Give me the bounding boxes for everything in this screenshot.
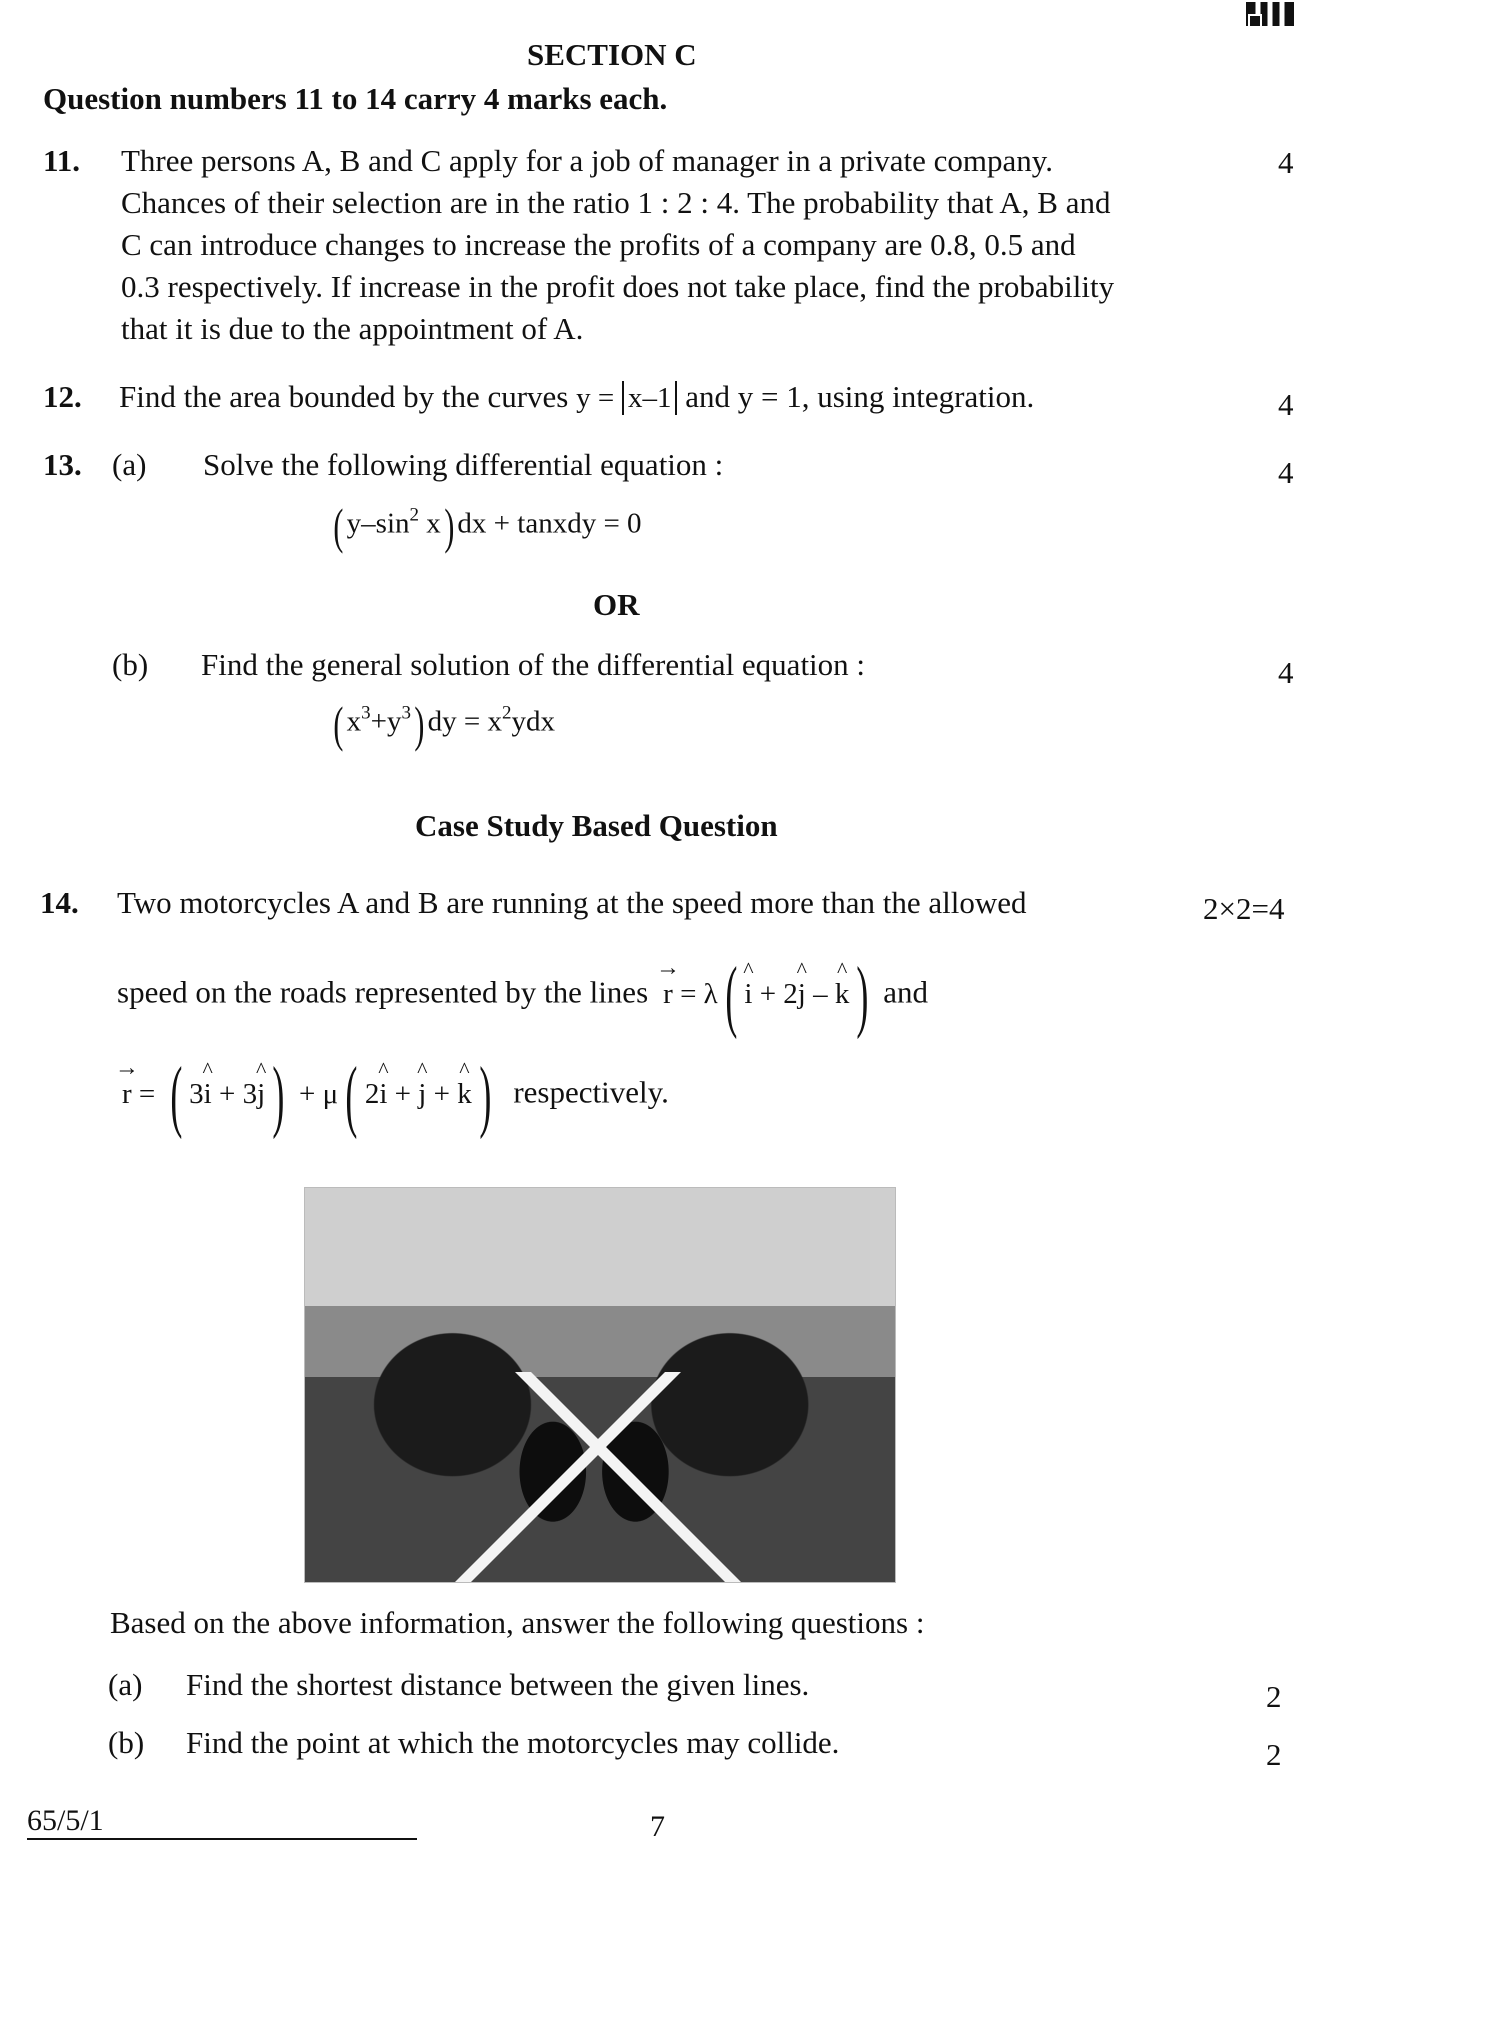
subpart-text: Find the point at which the motorcycles may collide. xyxy=(186,1725,840,1760)
unit-vector-j: ^ j xyxy=(798,973,806,1015)
equation-lhs: y = xyxy=(576,382,615,414)
left-paren: ( xyxy=(169,1052,182,1140)
question-text-line: Three persons A, B and C apply for a job of manager in a private company. xyxy=(121,143,1054,178)
eq-part: = λ xyxy=(672,977,718,1010)
part-text: Find the general solution of the differential equation : xyxy=(201,647,866,682)
vector-r: → r xyxy=(122,1073,132,1115)
line-equation-2 xyxy=(122,1052,669,1140)
footer-underline xyxy=(27,1838,417,1840)
eq-part: = xyxy=(131,1077,163,1110)
road-lane-marking xyxy=(515,1372,741,1582)
unit-vector-k: ^ k xyxy=(835,973,850,1015)
motorcycles-photo xyxy=(305,1188,895,1582)
eq-part: – xyxy=(805,977,835,1010)
question-text-line: C can introduce changes to increase the profits of a company are 0.8, 0.5 and xyxy=(121,227,1076,262)
unit-vector-j: ^ j xyxy=(418,1073,426,1115)
unit-vector-j: ^ j xyxy=(257,1073,265,1115)
eq-part: ydx xyxy=(511,705,556,738)
unit-vector-i: ^ i xyxy=(379,1073,387,1115)
question-text-before: Find the area bounded by the curves xyxy=(119,379,569,414)
eq-part: + 2 xyxy=(752,977,798,1010)
part-label: (b) xyxy=(112,647,149,682)
left-paren: ( xyxy=(725,952,738,1040)
subpart-label: (a) xyxy=(108,1667,143,1702)
right-paren: ) xyxy=(856,952,869,1040)
marks-label: 2 xyxy=(1266,1679,1282,1714)
line-equation-1 xyxy=(656,952,883,1040)
question-text-line: Two motorcycles A and B are running at the speed more than the allowed xyxy=(117,885,1027,920)
left-paren: ( xyxy=(333,696,344,752)
eq-part: +y xyxy=(370,705,402,738)
subpart-label: (b) xyxy=(108,1725,145,1760)
page-number: 7 xyxy=(650,1810,665,1843)
eq-part: dx + tanxdy = 0 xyxy=(457,507,642,540)
part-text: Solve the following differential equation : xyxy=(203,447,724,482)
left-paren: ( xyxy=(333,498,344,554)
question-text-line: that it is due to the appointment of A. xyxy=(121,311,584,346)
marks-label: 4 xyxy=(1278,145,1294,180)
case-study-heading: Case Study Based Question xyxy=(415,808,778,843)
eq-part: x xyxy=(419,507,441,540)
eq-part: y–sin xyxy=(346,507,410,540)
eq-part: dy = x xyxy=(427,705,503,738)
paper-code: 65/5/1 xyxy=(27,1804,104,1837)
question-number: 13. xyxy=(43,447,82,482)
eq-part: + xyxy=(387,1077,419,1110)
question-text-line: Chances of their selection are in the ratio 1 : 2 : 4. The probability that A, B and xyxy=(121,185,1111,220)
eq-part: + xyxy=(426,1077,458,1110)
right-paren: ) xyxy=(444,498,455,554)
right-paren: ) xyxy=(479,1052,492,1140)
right-paren: ) xyxy=(272,1052,285,1140)
vector-r: → r xyxy=(663,973,673,1015)
part-label: (a) xyxy=(112,447,147,482)
section-title: SECTION C xyxy=(527,37,697,72)
eq-group xyxy=(122,1052,506,1140)
line-text: speed on the roads represented by the lines xyxy=(117,974,649,1010)
question-number: 12. xyxy=(43,379,82,414)
eq-part: + 3 xyxy=(211,1077,258,1110)
line-text: respectively. xyxy=(513,1074,669,1110)
eq-superscript: 3 xyxy=(361,702,371,724)
section-instruction: Question numbers 11 to 14 carry 4 marks each. xyxy=(43,81,668,116)
absolute-value-expression: x–1 xyxy=(622,381,678,415)
question-number: 11. xyxy=(43,143,81,178)
subpart-text: Find the shortest distance between the given lines. xyxy=(186,1667,810,1702)
marks-label: 4 xyxy=(1278,655,1294,690)
eq-superscript: 2 xyxy=(409,504,419,526)
marks-label: 2×2=4 xyxy=(1203,891,1285,926)
unit-vector-i: ^ i xyxy=(744,973,752,1015)
unit-vector-k: ^ k xyxy=(457,1073,472,1115)
line-text: and xyxy=(883,974,929,1010)
or-separator: OR xyxy=(593,587,640,622)
left-paren: ( xyxy=(345,1052,358,1140)
question-text-after: and y = 1, using integration. xyxy=(685,379,1035,414)
marks-label: 4 xyxy=(1278,455,1294,490)
differential-equation-b xyxy=(330,696,556,752)
qr-code-icon xyxy=(1246,2,1294,26)
case-study-prompt: Based on the above information, answer the following questions : xyxy=(110,1605,925,1640)
marks-label: 4 xyxy=(1278,387,1294,422)
eq-part: + μ xyxy=(291,1077,339,1110)
eq-part: x xyxy=(346,705,362,738)
question-number: 14. xyxy=(40,885,79,920)
eq-part: 2 xyxy=(364,1077,380,1110)
unit-vector-i: ^ i xyxy=(204,1073,212,1115)
question-text-line xyxy=(117,952,929,1040)
question-text-line: 0.3 respectively. If increase in the profit does not take place, find the probability xyxy=(121,269,1115,304)
eq-superscript: 2 xyxy=(502,702,512,724)
right-paren: ) xyxy=(414,696,425,752)
eq-superscript: 3 xyxy=(401,702,412,724)
road-lane-marking xyxy=(455,1372,681,1582)
eq-part: 3 xyxy=(189,1077,204,1110)
differential-equation-a xyxy=(330,498,642,554)
marks-label: 2 xyxy=(1266,1737,1282,1772)
question-text xyxy=(119,376,1034,419)
